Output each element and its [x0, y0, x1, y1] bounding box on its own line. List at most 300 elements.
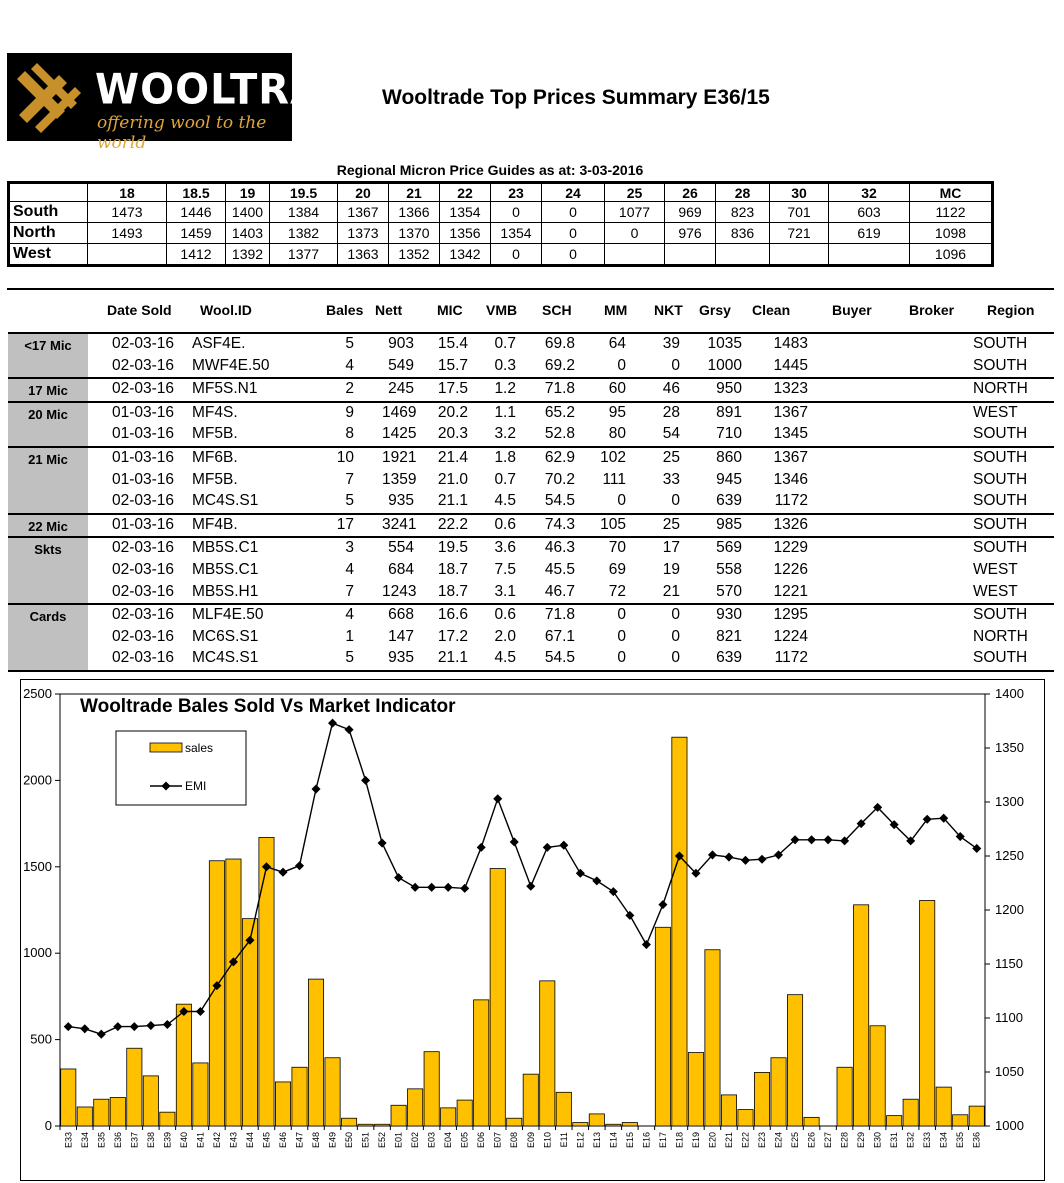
x-tick-label: E41 — [195, 1132, 206, 1149]
price-cell: 0 — [542, 244, 605, 266]
x-tick-label: E12 — [575, 1132, 586, 1149]
cell-date: 02-03-16 — [111, 380, 174, 398]
table-row — [8, 470, 1054, 492]
cell-vmb: 4.5 — [494, 649, 516, 667]
price-cell: 1403 — [226, 223, 270, 244]
x-tick-label: E11 — [558, 1132, 569, 1148]
cell-wool_id: MF4B. — [192, 515, 238, 533]
y-right-tick-label: 1100 — [995, 1010, 1023, 1025]
cell-mic: 16.6 — [437, 606, 468, 624]
cell-nett: 245 — [388, 380, 414, 398]
micron-header: 28 — [716, 183, 770, 202]
cell-mic: 20.3 — [437, 425, 468, 443]
price-cell: 1446 — [167, 202, 226, 223]
price-cell: 0 — [491, 244, 542, 266]
x-tick-label: E24 — [773, 1132, 784, 1149]
sales-group — [8, 448, 1054, 515]
y-right-tick-label: 1000 — [995, 1118, 1024, 1133]
x-tick-label: E18 — [674, 1132, 685, 1149]
header-bales: Bales — [326, 302, 364, 318]
page-title: Wooltrade Top Prices Summary E36/15 — [382, 86, 770, 109]
sales-bar — [457, 1100, 472, 1126]
x-tick-label: E34 — [938, 1132, 949, 1149]
sales-group — [8, 403, 1054, 448]
x-tick-label: E32 — [905, 1132, 916, 1149]
cell-mm: 0 — [617, 649, 626, 667]
cell-date: 02-03-16 — [111, 627, 174, 645]
price-cell: 0 — [542, 223, 605, 244]
micron-header: 21 — [389, 183, 440, 202]
x-tick-label: E04 — [443, 1132, 454, 1149]
cell-mm: 111 — [602, 470, 626, 488]
sales-bar — [143, 1076, 158, 1126]
cell-mic: 17.2 — [437, 627, 468, 645]
cell-nett: 3241 — [382, 515, 417, 533]
cell-wool_id: MC4S.S1 — [192, 492, 259, 510]
cell-vmb: 3.2 — [494, 425, 516, 443]
sales-bar — [672, 737, 687, 1126]
cell-grsy: 985 — [716, 515, 742, 533]
cell-nett: 147 — [388, 627, 414, 645]
x-tick-label: E33 — [63, 1132, 74, 1149]
cell-mic: 21.1 — [437, 492, 468, 510]
logo-tagline: offering wool to the world — [97, 113, 267, 153]
y-left-tick-label: 2000 — [23, 772, 52, 788]
sales-bar — [275, 1082, 290, 1126]
cell-clean: 1367 — [773, 448, 808, 466]
header-vmb: VMB — [486, 302, 518, 318]
cell-sch: 45.5 — [544, 560, 575, 578]
x-tick-label: E48 — [311, 1132, 322, 1149]
price-guide-title: Regional Micron Price Guides as at: 3-03-2016 — [336, 162, 644, 178]
price-cell: 823 — [716, 202, 770, 223]
cell-date: 02-03-16 — [111, 606, 174, 624]
micron-header: 30 — [770, 183, 829, 202]
price-cell: 1366 — [389, 202, 440, 223]
header-mic: MIC — [437, 302, 463, 318]
cell-sch: 69.8 — [544, 335, 575, 352]
cell-bales: 8 — [345, 425, 354, 443]
cell-wool_id: ASF4E. — [192, 335, 246, 352]
cell-grsy: 569 — [716, 539, 742, 557]
cell-mm: 64 — [608, 335, 626, 352]
price-cell — [770, 244, 829, 266]
x-tick-label: E35 — [955, 1132, 966, 1149]
cell-mm: 0 — [617, 356, 626, 374]
cell-grsy: 945 — [716, 470, 742, 488]
x-tick-label: E01 — [393, 1132, 404, 1149]
micron-header: 23 — [491, 183, 542, 202]
x-tick-label: E20 — [707, 1132, 718, 1149]
legend-sales-swatch — [150, 743, 182, 752]
cell-bales: 1 — [345, 627, 354, 645]
price-cell: 721 — [770, 223, 829, 244]
sales-bar — [308, 979, 323, 1126]
cell-sch: 67.1 — [544, 627, 575, 645]
cell-nkt: 17 — [662, 539, 680, 557]
x-tick-label: E13 — [591, 1132, 602, 1149]
table-row — [8, 379, 1054, 401]
cell-date: 02-03-16 — [111, 335, 174, 352]
header-clean: Clean — [752, 302, 791, 318]
sales-bar — [127, 1048, 142, 1126]
price-cell: 1382 — [270, 223, 338, 244]
cell-vmb: 0.6 — [494, 606, 516, 624]
cell-vmb: 3.1 — [494, 582, 516, 600]
sales-bar — [721, 1095, 736, 1126]
cell-date: 02-03-16 — [111, 582, 174, 600]
cell-wool_id: MB5S.C1 — [192, 539, 259, 557]
sales-bar — [854, 905, 869, 1126]
micron-header: 26 — [665, 183, 716, 202]
cell-bales: 9 — [345, 403, 354, 421]
x-tick-label: E47 — [294, 1132, 305, 1149]
table-row — [8, 605, 1054, 627]
cell-region: SOUTH — [973, 335, 1028, 352]
price-cell: 1493 — [88, 223, 167, 244]
x-tick-label: E50 — [344, 1132, 355, 1149]
cell-bales: 7 — [345, 470, 354, 488]
sales-group — [8, 379, 1054, 403]
cell-mm: 102 — [600, 448, 626, 466]
cell-wool_id: MF6B. — [192, 448, 238, 466]
header-broker: Broker — [909, 302, 955, 318]
cell-clean: 1367 — [773, 403, 808, 421]
cell-nkt: 54 — [662, 425, 680, 443]
x-tick-label: E45 — [261, 1132, 272, 1149]
sales-header-row — [0, 302, 1064, 322]
cell-clean: 1323 — [773, 380, 808, 398]
sales-bar — [622, 1123, 637, 1126]
cell-vmb: 0.7 — [494, 470, 516, 488]
cell-date: 02-03-16 — [111, 560, 174, 578]
price-cell: 0 — [542, 202, 605, 223]
price-cell: 1096 — [910, 244, 993, 266]
x-tick-label: E05 — [459, 1132, 470, 1149]
cell-vmb: 0.7 — [494, 335, 516, 352]
x-tick-label: E25 — [790, 1132, 801, 1149]
cell-grsy: 558 — [716, 560, 742, 578]
price-cell — [829, 244, 910, 266]
cell-nett: 1469 — [382, 403, 417, 421]
cell-nett: 1359 — [382, 470, 417, 488]
price-cell — [605, 244, 665, 266]
price-guide-table — [7, 181, 994, 267]
cell-clean: 1483 — [773, 335, 808, 352]
sales-bar — [771, 1058, 786, 1126]
cell-vmb: 1.2 — [494, 380, 516, 398]
x-tick-label: E33 — [922, 1132, 933, 1149]
legend-box — [116, 731, 246, 805]
x-tick-label: E40 — [178, 1132, 189, 1149]
cell-bales: 4 — [345, 356, 354, 374]
sales-bar — [226, 859, 241, 1126]
x-tick-label: E44 — [244, 1132, 255, 1149]
y-right-tick-label: 1050 — [995, 1064, 1024, 1079]
sales-bar — [193, 1063, 208, 1126]
x-tick-label: E29 — [856, 1132, 867, 1149]
cell-region: SOUTH — [973, 539, 1028, 557]
price-cell: 1354 — [440, 202, 491, 223]
cell-nkt: 28 — [662, 403, 680, 421]
x-tick-label: E36 — [112, 1132, 123, 1149]
wooltrade-logo — [7, 53, 385, 153]
sales-group — [8, 334, 1054, 379]
sales-bar — [870, 1026, 885, 1126]
cell-region: WEST — [973, 560, 1018, 578]
table-row — [8, 424, 1054, 446]
sales-bar — [490, 869, 505, 1126]
cell-nett: 1243 — [382, 582, 417, 600]
cell-bales: 5 — [345, 649, 354, 667]
sales-bar — [441, 1108, 456, 1126]
cell-mic: 21.4 — [437, 448, 468, 466]
x-tick-label: E52 — [377, 1132, 388, 1149]
cell-date: 01-03-16 — [111, 403, 174, 421]
cell-grsy: 821 — [716, 627, 742, 645]
cell-sch: 46.3 — [544, 539, 575, 557]
x-tick-label: E38 — [145, 1132, 156, 1149]
sales-bar — [953, 1115, 968, 1126]
cell-vmb: 4.5 — [494, 492, 516, 510]
corner-cell — [9, 183, 88, 202]
x-tick-label: E06 — [476, 1132, 487, 1149]
cell-bales: 3 — [345, 539, 354, 557]
cell-sch: 70.2 — [544, 470, 575, 488]
cell-date: 01-03-16 — [111, 515, 174, 533]
x-tick-label: E21 — [723, 1132, 734, 1149]
sales-bar — [540, 981, 555, 1126]
x-tick-label: E22 — [740, 1132, 751, 1149]
price-cell: 1342 — [440, 244, 491, 266]
cell-nett: 1425 — [382, 425, 417, 443]
sales-bar — [887, 1116, 902, 1126]
x-tick-label: E26 — [806, 1132, 817, 1149]
price-cell: 1373 — [338, 223, 389, 244]
sales-bar — [920, 900, 935, 1126]
cell-grsy: 950 — [716, 380, 742, 398]
price-cell: 1367 — [338, 202, 389, 223]
header-grsy: Grsy — [699, 302, 731, 318]
cell-bales: 7 — [345, 582, 354, 600]
micron-header: 19 — [226, 183, 270, 202]
sales-bar — [969, 1106, 984, 1126]
cell-date: 01-03-16 — [111, 425, 174, 443]
sales-bar — [606, 1124, 621, 1126]
group-label-text: 22 Mic — [28, 518, 68, 534]
cell-grsy: 1035 — [707, 335, 742, 352]
sales-bar — [787, 995, 802, 1126]
cell-mm: 60 — [608, 380, 626, 398]
woven-wool-icon — [13, 53, 93, 141]
cell-clean: 1295 — [773, 606, 808, 624]
cell-vmb: 1.8 — [494, 448, 516, 466]
cell-date: 02-03-16 — [111, 356, 174, 374]
price-cell: 1098 — [910, 223, 993, 244]
sales-bar — [738, 1110, 753, 1126]
cell-grsy: 891 — [716, 403, 742, 421]
sales-table — [8, 332, 1054, 672]
cell-sch: 69.2 — [544, 356, 575, 374]
cell-wool_id: MF5S.N1 — [192, 380, 258, 398]
x-tick-label: E28 — [839, 1132, 850, 1149]
cell-bales: 17 — [336, 515, 354, 533]
sales-bar — [556, 1092, 571, 1126]
cell-nkt: 19 — [662, 560, 680, 578]
micron-header: 22 — [440, 183, 491, 202]
sales-bar — [325, 1058, 340, 1126]
cell-wool_id: MLF4E.50 — [192, 606, 264, 624]
legend-sales-label: sales — [185, 741, 214, 755]
cell-bales: 5 — [345, 492, 354, 510]
cell-wool_id: MC6S.S1 — [192, 627, 259, 645]
cell-bales: 4 — [345, 560, 354, 578]
cell-grsy: 639 — [716, 649, 742, 667]
x-tick-label: E34 — [79, 1132, 90, 1149]
cell-mic: 18.7 — [437, 560, 468, 578]
cell-vmb: 7.5 — [494, 560, 516, 578]
price-cell: 836 — [716, 223, 770, 244]
table-row — [8, 403, 1054, 425]
logo-wordmark: WOOLTRADE — [95, 65, 385, 115]
cell-nkt: 25 — [662, 515, 680, 533]
sales-bar — [110, 1097, 125, 1126]
y-left-tick-label: 1000 — [23, 945, 52, 961]
sales-group — [8, 538, 1054, 605]
cell-sch: 46.7 — [544, 582, 575, 600]
x-tick-label: E15 — [624, 1132, 635, 1149]
bales-vs-emi-chart — [20, 679, 1045, 1181]
cell-sch: 71.8 — [544, 380, 575, 398]
cell-nkt: 46 — [662, 380, 680, 398]
price-cell — [716, 244, 770, 266]
micron-header: 19.5 — [270, 183, 338, 202]
cell-vmb: 3.6 — [494, 539, 516, 557]
price-cell: 701 — [770, 202, 829, 223]
sales-bar — [804, 1117, 819, 1126]
price-cell: 0 — [605, 223, 665, 244]
header-wool_id: Wool.ID — [200, 302, 252, 318]
price-cell: 603 — [829, 202, 910, 223]
cell-mic: 21.1 — [437, 649, 468, 667]
cell-clean: 1345 — [773, 425, 808, 443]
price-cell: 1356 — [440, 223, 491, 244]
x-tick-label: E39 — [162, 1132, 173, 1149]
cell-date: 02-03-16 — [111, 492, 174, 510]
x-tick-label: E31 — [889, 1132, 900, 1149]
cell-region: NORTH — [973, 380, 1028, 398]
sales-bar — [391, 1105, 406, 1126]
cell-sch: 62.9 — [544, 448, 575, 466]
cell-mm: 0 — [617, 627, 626, 645]
table-row — [8, 334, 1054, 356]
sales-bar — [408, 1089, 423, 1126]
micron-header: 32 — [829, 183, 910, 202]
cell-bales: 5 — [345, 335, 354, 352]
sales-bar — [94, 1099, 109, 1126]
sales-bar — [242, 919, 257, 1126]
micron-header: 20 — [338, 183, 389, 202]
region-label: North — [9, 223, 88, 244]
cell-region: WEST — [973, 403, 1018, 421]
group-label-text: 20 Mic — [28, 406, 68, 422]
sales-group — [8, 515, 1054, 539]
sales-bar — [688, 1053, 703, 1126]
price-cell: 1122 — [910, 202, 993, 223]
price-cell: 1352 — [389, 244, 440, 266]
cell-mic: 22.2 — [437, 515, 468, 533]
cell-region: WEST — [973, 582, 1018, 600]
sales-bar — [589, 1114, 604, 1126]
cell-nkt: 25 — [662, 448, 680, 466]
cell-clean: 1326 — [773, 515, 808, 533]
sales-bar — [705, 950, 720, 1126]
cell-date: 02-03-16 — [111, 649, 174, 667]
sales-bar — [474, 1000, 489, 1126]
cell-grsy: 1000 — [707, 356, 742, 374]
price-cell: 1377 — [270, 244, 338, 266]
x-tick-label: E14 — [608, 1132, 619, 1149]
sales-bar — [754, 1072, 769, 1126]
table-row — [8, 582, 1054, 604]
cell-region: SOUTH — [973, 606, 1028, 624]
x-tick-label: E17 — [657, 1132, 668, 1149]
cell-mic: 15.7 — [437, 356, 468, 374]
group-label-text: <17 Mic — [24, 338, 72, 353]
group-label-text: 21 Mic — [28, 451, 68, 467]
cell-grsy: 710 — [716, 425, 742, 443]
cell-nkt: 0 — [671, 606, 680, 624]
cell-nkt: 0 — [671, 492, 680, 510]
cell-bales: 10 — [336, 448, 354, 466]
cell-clean: 1172 — [774, 492, 808, 510]
x-tick-label: E19 — [690, 1132, 701, 1149]
cell-nett: 1921 — [382, 448, 417, 466]
cell-clean: 1346 — [773, 470, 808, 488]
cell-grsy: 860 — [716, 448, 742, 466]
cell-mic: 21.0 — [437, 470, 468, 488]
price-cell: 1400 — [226, 202, 270, 223]
cell-sch: 54.5 — [544, 492, 575, 510]
table-row — [8, 356, 1054, 378]
x-tick-label: E42 — [211, 1132, 222, 1149]
y-right-tick-label: 1400 — [995, 686, 1024, 701]
sales-bar — [176, 1004, 191, 1126]
table-row — [8, 560, 1054, 582]
cell-nkt: 0 — [671, 627, 680, 645]
cell-wool_id: MF5B. — [192, 425, 238, 443]
sales-bar — [292, 1067, 307, 1126]
sales-group — [8, 605, 1054, 672]
price-cell: 0 — [491, 202, 542, 223]
y-right-tick-label: 1250 — [995, 848, 1024, 863]
cell-bales: 4 — [345, 606, 354, 624]
price-cell: 619 — [829, 223, 910, 244]
header-sch: SCH — [542, 302, 572, 318]
price-cell: 1412 — [167, 244, 226, 266]
y-left-tick-label: 2500 — [23, 686, 52, 701]
group-label-text: Cards — [29, 609, 67, 625]
cell-nett: 668 — [388, 606, 414, 624]
cell-region: SOUTH — [973, 470, 1028, 488]
y-left-tick-label: 0 — [44, 1118, 52, 1133]
cell-clean: 1229 — [773, 539, 808, 557]
cell-sch: 71.8 — [544, 606, 575, 624]
sales-bar — [903, 1099, 918, 1126]
cell-wool_id: MB5S.C1 — [192, 560, 259, 578]
cell-nett: 684 — [388, 560, 414, 578]
cell-sch: 74.3 — [544, 515, 575, 533]
